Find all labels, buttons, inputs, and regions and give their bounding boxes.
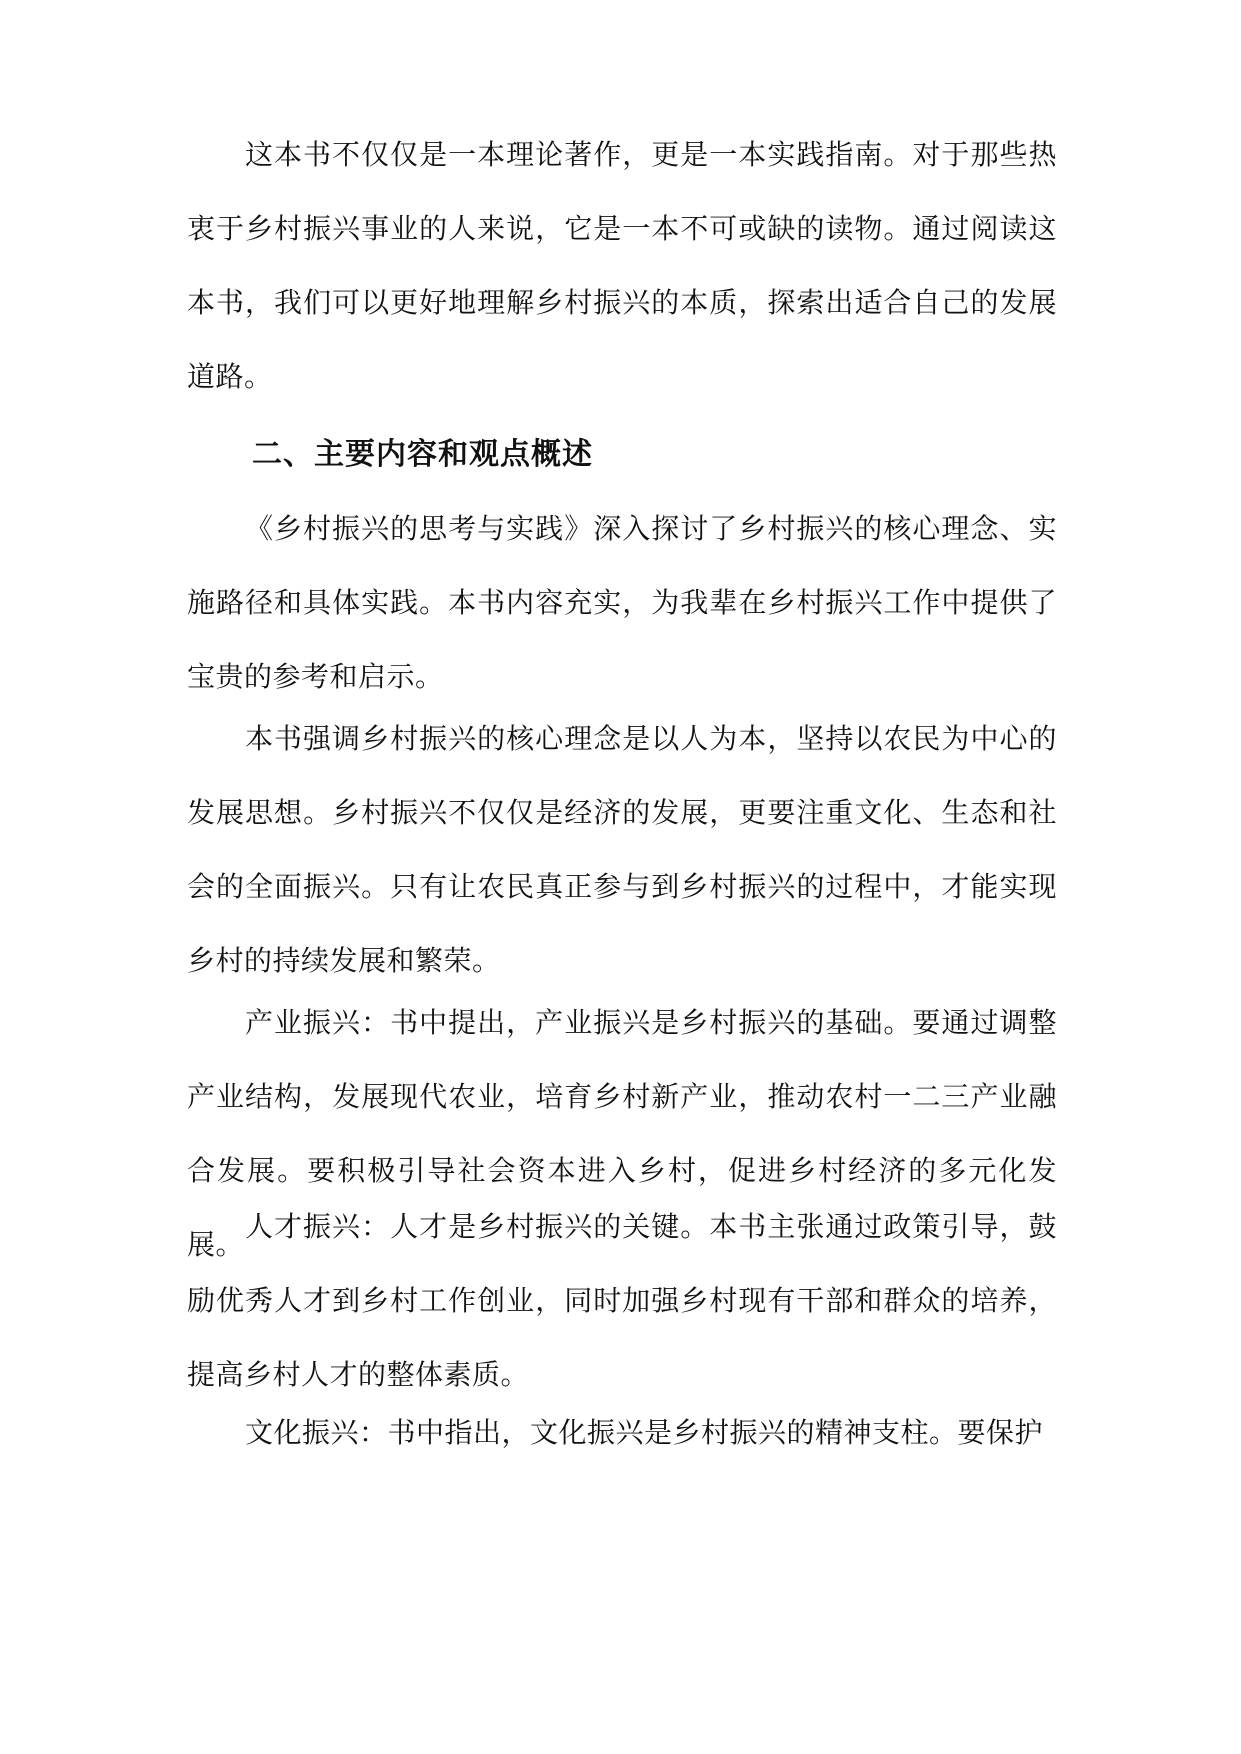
body-paragraph-intro: 这本书不仅仅是一本理论著作，更是一本实践指南。对于那些热衷于乡村振兴事业的人来说，它是一本不可或缺的读物。通过阅读这本书，我们可以更好地理解乡村振兴的本质，探索出适合自己的发展道路。 (187, 138, 1057, 393)
body-paragraph-industry: 产业振兴：书中提出，产业振兴是乡村振兴的基础。要通过调整产业结构，发展现代农业，培育乡村新产业，推动农村一二三产业融合发展。要积极引导社会资本进入乡村，促进乡村经济的多元化发展。 (187, 1006, 1057, 1261)
body-paragraph-talent: 人才振兴：人才是乡村振兴的关键。本书主张通过政策引导，鼓励优秀人才到乡村工作创业，同时加强乡村现有干部和群众的培养，提高乡村人才的整体素质。 (187, 1210, 1057, 1391)
body-paragraph-overview: 《乡村振兴的思考与实践》深入探讨了乡村振兴的核心理念、实施路径和具体实践。本书内容充实，为我辈在乡村振兴工作中提供了宝贵的参考和启示。 (187, 512, 1057, 693)
body-paragraph-culture: 文化振兴：书中指出，文化振兴是乡村振兴的精神支柱。要保护 (245, 1416, 1044, 1449)
section-heading: 二、主要内容和观点概述 (252, 437, 593, 472)
body-paragraph-core-idea: 本书强调乡村振兴的核心理念是以人为本，坚持以农民为中心的发展思想。乡村振兴不仅仅是经济的发展，更要注重文化、生态和社会的全面振兴。只有让农民真正参与到乡村振兴的过程中，才能实现乡村的持续发展和繁荣。 (187, 722, 1057, 977)
